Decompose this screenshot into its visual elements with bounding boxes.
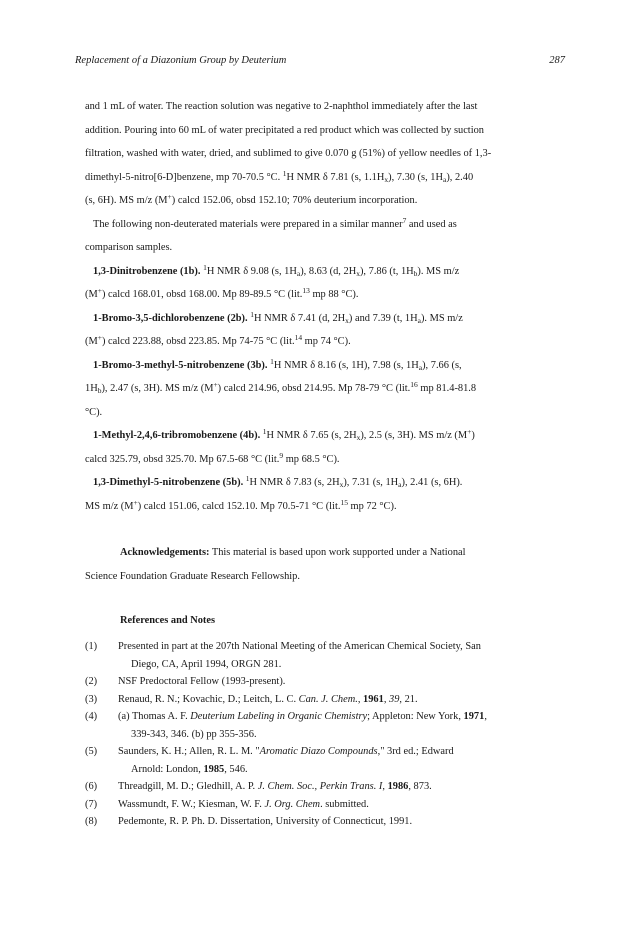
compound-name: 1-Bromo-3-methyl-5-nitrobenzene (3b). <box>93 359 268 371</box>
text-line: addition. Pouring into 60 mL of water precipitated a red product which was collected by suction <box>85 124 484 136</box>
reference-item: (2) NSF Predoctoral Fellow (1993-present). <box>85 676 286 687</box>
text-line: $1H_b$), 2.47 (s, 3H). MS m/z (M+) calcd 214.96, obsd 214.95. Mp 78-79 °C (lit.$^{16}$ mp 81.4-81.8 <box>85 380 477 395</box>
intro-paragraph <box>85 213 565 260</box>
text-line: The following non-deuterated materials were prepared in a similar manner$^7$ and used as <box>93 215 457 230</box>
text-line: 1-Methyl-2,4,6-tribromobenzene (4b). $^1$H NMR δ 7.65 (s, $2H_x$), 2.5 (s, 3H). MS m/z (M+) <box>93 427 475 442</box>
compound-entry <box>85 307 565 354</box>
acknowledgements-label: Acknowledgements: <box>120 547 210 558</box>
compound-name: 1-Methyl-2,4,6-tribromobenzene (4b). <box>93 430 261 441</box>
page-number: 287 <box>549 55 565 66</box>
reference-item: (4) (a) Thomas A. F. Deuterium Labeling in Organic Chemistry; Appleton: New York, 1971, 339-343, 346. (b) pp 355-356. <box>85 711 487 740</box>
compound-name: 1-Bromo-3,5-dichlorobenzene (2b). <box>93 312 248 324</box>
running-title: Replacement of a Diazonium Group by Deuterium <box>75 55 287 66</box>
text-line: Science Foundation Graduate Research Fellowship. <box>85 570 300 582</box>
text-line: comparison samples. <box>85 242 173 253</box>
reference-item: (7) Wassmundt, F. W.; Kiesman, W. F. J. Org. Chem. submitted. <box>85 798 369 810</box>
procedure-paragraph <box>85 95 565 213</box>
text-line: 1-Bromo-3-methyl-5-nitrobenzene (3b). $^1$H NMR δ 8.16 (s, 1H), 7.98 (s, $1H_a$), 7.66 (s, <box>93 356 462 372</box>
reference-item: (6) Threadgill, M. D.; Gledhill, A. P. J. Chem. Soc., Perkin Trans. I, 1986, 873. <box>85 781 432 792</box>
text-line: (M+) calcd 168.01, obsd 168.00. Mp 89-89.5 °C (lit.$^{13}$ mp 88 °C). <box>85 286 359 300</box>
text-line: dimethyl-5-nitro[6-D]benzene, mp 70-70.5 °C. $^1$H NMR δ 7.81 (s, $1.1H_x$), 7.30 (s, $1H_a$), 2.40 <box>85 168 474 184</box>
text-line: °C). <box>85 406 103 418</box>
references-heading: References and Notes <box>120 615 216 626</box>
text-line: (s, 6H). MS m/z (M+) calcd 152.06, obsd 152.10; 70% deuterium incorporation. <box>85 192 418 206</box>
reference-item: (8) Pedemonte, R. P. Ph. D. Dissertation, University of Connecticut, 1991. <box>85 816 413 827</box>
compound-entry <box>85 424 565 471</box>
acknowledgements <box>85 541 565 588</box>
compound-name: 1,3-Dinitrobenzene (1b). <box>93 265 201 277</box>
text-line: 1-Bromo-3,5-dichlorobenzene (2b). $^1$H NMR δ 7.41 (d, $2H_x$) and 7.39 (t, $1H_a$). MS m/z <box>93 309 463 325</box>
reference-item: (5) Saunders, K. H.; Allen, R. L. M. "Aromatic Diazo Compounds," 3rd ed.; Edward Arnold: London, 1985, 546. <box>85 746 454 775</box>
compound-entry <box>85 471 565 518</box>
text-line: MS m/z (M+) calcd 151.06, calcd 152.10. Mp 70.5-71 °C (lit.$^{15}$ mp 72 °C). <box>85 497 397 512</box>
reference-item: (3) Renaud, R. N.; Kovachic, D.; Leitch, L. C. Can. J. Chem., 1961, 39, 21. <box>85 693 418 705</box>
compound-entry <box>85 354 565 425</box>
article-body <box>85 95 565 831</box>
text-line: calcd 325.79, obsd 325.70. Mp 67.5-68 °C (lit.$^9$ mp 68.5 °C). <box>85 450 340 465</box>
text-line: (M+) calcd 223.88, obsd 223.85. Mp 74-75 °C (lit.$^{14}$ mp 74 °C). <box>85 333 351 347</box>
compound-entry <box>85 260 565 307</box>
text-line: filtration, washed with water, dried, and sublimed to give 0.070 g (51%) of yellow needles of 1,3- <box>85 148 492 159</box>
compound-name: 1,3-Dimethyl-5-nitrobenzene (5b). <box>93 477 244 488</box>
text-line: 1,3-Dimethyl-5-nitrobenzene (5b). $^1$H NMR δ 7.83 (s, $2H_x$), 7.31 (s, $1H_a$), 2.41 (s, 6H). <box>93 474 463 489</box>
text-line: Acknowledgements: This material is based upon work supported under a National <box>120 547 466 558</box>
reference-item: (1) Presented in part at the 207th National Meeting of the American Chemical Society, San Diego, CA, April 1994, ORGN 281. <box>85 641 481 670</box>
references-list <box>85 638 565 831</box>
page-header <box>0 55 629 71</box>
text-line: and 1 mL of water. The reaction solution was negative to 2-naphthol immediately after the last <box>85 101 478 112</box>
text-line: 1,3-Dinitrobenzene (1b). $^1$H NMR δ 9.08 (s, $1H_a$), 8.63 (d, $2H_x$), 7.86 (t, $1H_b$). MS m/z <box>93 262 460 278</box>
